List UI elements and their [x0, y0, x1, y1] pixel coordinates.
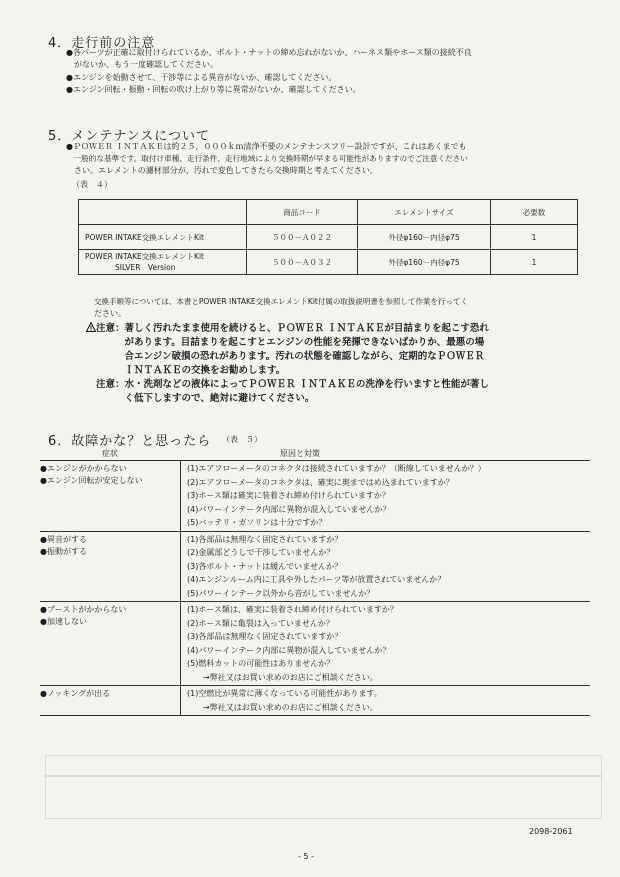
cause-cell	[181, 686, 590, 715]
section5-para-2: 一般的な基準です。取付け車種、走行条件、走行地域により交換時期が早まる可能性がありますのでご注意ください	[66, 154, 468, 163]
row2-size: 外径φ160－内径φ75	[358, 250, 491, 275]
cause-item: (3)各部品は無理なく固定されていますか？	[187, 632, 343, 641]
trouble-row	[40, 461, 590, 532]
table4-caption: （表 ４）	[72, 180, 112, 189]
section4-line-4: ●エンジン回転・振動・回転の吹け上がり等に異常がないか、確認してください。	[66, 85, 361, 94]
symptom-item: ●ノッキングが出る	[40, 689, 111, 698]
after-table-1: 交換手順等については、本書とPOWER INTAKE交換エレメントKit付属の取扱説明書を参照して作業を行ってく	[94, 297, 468, 306]
cause-item: (1)ホース類は、確実に装着され締め付けられていますか？	[187, 605, 398, 614]
section4-title: 4．走行前の注意	[48, 36, 156, 51]
after-table-2: ださい。	[94, 309, 126, 318]
cause-item: (4)パワーインテーク内部に異物が混入していませんか？	[187, 645, 391, 655]
symptom-cell	[40, 602, 181, 685]
symptom-item: ●ブーストがかからない	[40, 605, 127, 614]
trouble-header	[40, 448, 590, 461]
cause-item: (2)金属部どうしで干渉していませんか？	[187, 548, 335, 557]
trouble-row	[40, 532, 590, 603]
table5-caption: （表 ５）	[222, 435, 262, 444]
row1-size: 外径φ160－内径φ75	[358, 225, 491, 250]
trouble-groups	[40, 461, 590, 716]
cause-item: (1)各部品は無理なく固定されていますか？	[187, 534, 343, 544]
row2-code: ５００－Ａ０３２	[247, 250, 358, 275]
cause-cell	[181, 461, 590, 531]
caution2-line-2: く低下しますので、絶対に避けてください。	[124, 393, 315, 404]
doc-number: 2098-2061	[529, 827, 573, 836]
symptom-item: ●振動がする	[40, 546, 87, 556]
show-through-rule	[45, 775, 602, 777]
caution1-block	[86, 322, 489, 378]
symptom-item: ●エンジンがかからない	[40, 464, 127, 473]
header-blank	[79, 200, 247, 225]
cause-item: (5)バッテリ・ガソリンは十分ですか？	[187, 518, 327, 527]
show-through-table	[45, 755, 602, 819]
section4-line-1: ●各パーツが正確に取付けられているか、ボルト・ナットの締め忘れがないか、ハーネス類やホース類の接続不良	[66, 48, 472, 57]
row2-name: POWER INTAKE交換エレメントKit	[85, 252, 205, 261]
page-number: - 5 -	[298, 852, 314, 861]
section5-title: 5．メンテナンスについて	[48, 129, 210, 144]
cause-item: (5)燃料カットの可能性はありませんか？	[187, 659, 335, 668]
caution2-line-1: 水・洗剤などの液体によってＰＯＷＥＲ ＩＮＴＡＫＥの洗浄を行いますと性能が著し	[124, 379, 489, 390]
section6-title: 6．故障かな？と思ったら	[48, 434, 212, 449]
symptom-item: ●エンジン回転が安定しない	[40, 476, 143, 485]
warning-icon	[86, 322, 96, 332]
trouble-row	[40, 686, 590, 716]
caution1-line-2: があります。目詰まりを起こすとエンジンの性能を発揮できないばかりか、最悪の場	[124, 337, 485, 348]
row1-name: POWER INTAKE交換エレメントKit	[79, 225, 247, 250]
symptom-item: ●異音がする	[40, 534, 87, 544]
symptom-cell	[40, 686, 181, 715]
cause-item: →弊社又はお買い求めのお店にご相談ください。	[187, 702, 378, 712]
cause-cell	[181, 532, 590, 602]
cause-item: (1)エアフローメータのコネクタは接続されていますか？（断線していませんか？）	[187, 464, 486, 473]
cause-item: (4)エンジンルーム内に工具や外したパーツ等が放置されていませんか？	[187, 575, 446, 584]
caution2-block	[96, 378, 489, 406]
header-symptom: 症状	[102, 449, 118, 458]
trouble-row	[40, 602, 590, 686]
caution1-line-4: ＩＮＴＡＫＥの交換をお勧めします。	[124, 365, 286, 376]
cause-item: (2)ホース類に亀裂は入っていませんか？	[187, 618, 334, 628]
symptom-cell	[40, 461, 181, 531]
symptom-cell	[40, 532, 181, 602]
header-product-code: 商品コード	[247, 200, 358, 225]
caution1-label: 注意：	[96, 323, 125, 334]
cause-item: (1)空燃比が異常に薄くなっている可能性があります。	[187, 689, 382, 698]
section4-line-3: ●エンジンを始動させて、干渉等による異音がないか、確認してください。	[66, 73, 337, 82]
cause-item: (3)ホース類は確実に装着され締め付けられていますか？	[187, 491, 390, 500]
cause-item: (3)各ボルト・ナットは緩んでいませんか？	[187, 561, 343, 571]
cause-item: (4)パワーインテーク内部に異物が混入していませんか？	[187, 504, 391, 514]
section5-para-3: さい。エレメントの濾材部分が、汚れで変色してきたら交換時期と考えてください。	[66, 166, 378, 175]
caution1-line-1: 著しく汚れたまま使用を続けると、ＰＯＷＥＲ ＩＮＴＡＫＥが目詰まりを起こす恐れ	[124, 323, 489, 334]
table-row	[79, 250, 578, 275]
row2-qty: 1	[491, 250, 578, 275]
element-spec-table	[78, 199, 578, 275]
cause-item: (5)パワーインテーク以外から音がしていませんか？	[187, 588, 375, 598]
section4-line-2: がないか、もう一度確認してください。	[66, 60, 218, 69]
troubleshooting-table	[40, 448, 590, 716]
symptom-item: ●加速しない	[40, 617, 87, 626]
row2-name-cell	[79, 250, 247, 275]
caution2-label: 注意：	[96, 379, 125, 390]
header-element-size: エレメントサイズ	[358, 200, 491, 225]
row1-qty: 1	[491, 225, 578, 250]
table-row	[79, 225, 578, 250]
cause-item: (2)エアフローメータのコネクタは、確実に奥まではめ込まれていますか？	[187, 477, 454, 487]
cause-item: →弊社又はお買い求めのお店にご相談ください。	[187, 672, 378, 682]
row1-code: ５００－Ａ０２２	[247, 225, 358, 250]
row2-sub: SILVER Version	[115, 263, 176, 272]
cause-cell	[181, 602, 590, 685]
header-cause: 原因と対策	[280, 449, 320, 458]
header-qty: 必要数	[491, 200, 578, 225]
table-header-row	[79, 200, 578, 225]
caution1-line-3: 合エンジン破損の恐れがあります。汚れの状態を確認しながら、定期的なＰＯＷＥＲ	[124, 351, 485, 362]
section5-para-1: ●ＰＯＷＥＲ ＩＮＴＡＫＥは約２５，０００ｋｍ清浄不要のメンテナンスフリー設計ですが、これはあくまでも	[66, 142, 467, 151]
